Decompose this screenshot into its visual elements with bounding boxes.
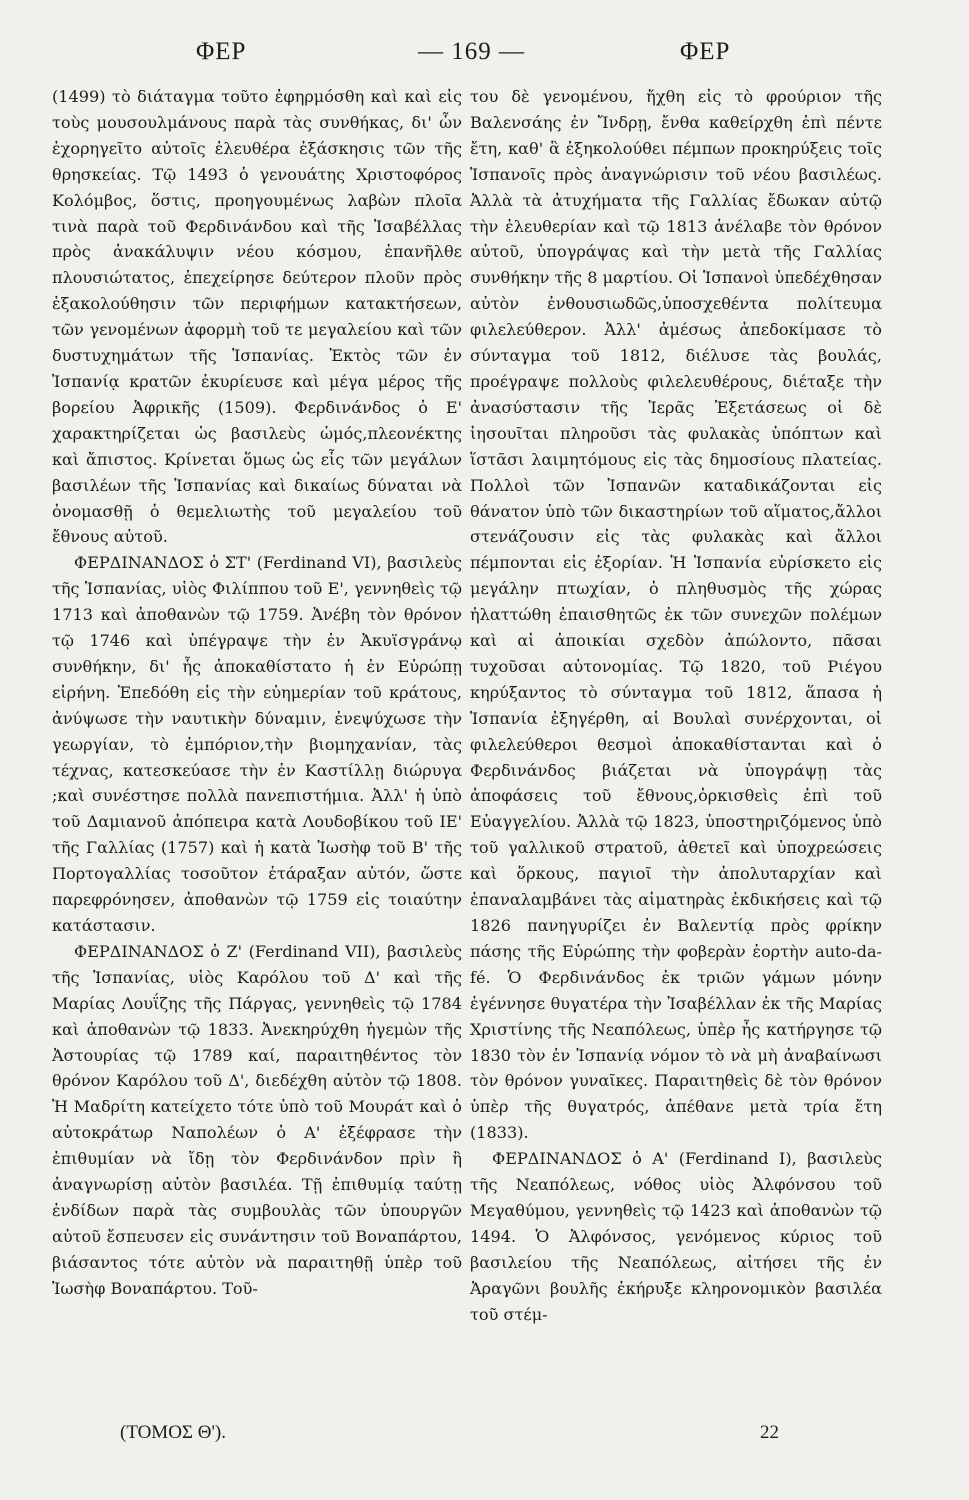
sheet-signature: 22 <box>760 1422 779 1443</box>
right-column <box>470 84 882 1328</box>
entry-ferdinand-vii: ΦΕΡΔΙΝΑΝΔΟΣ ὁ Ζ' (Ferdinand VII), βασιλεὺς τῆς Ἱσπανίας, υἱὸς Καρόλου τοῦ Δ' καὶ τῆς Μαρίας Λουΐζης τῆς Πάργας, γεννηθεὶς τῷ 1784 καὶ ἀποθανὼν τῷ 1833. Ἀνεκηρύχθη ἡγεμὼν τῆς Ἀστουρίας τῷ 1789 καί, παραιτηθέντος τὸν θρόνον Καρόλου τοῦ Δ', διεδέχθη αὐτὸν τῷ 1808. Ἡ Μαδρίτη κατείχετο τότε ὑπὸ τοῦ Μουράτ καὶ ὁ αὐτοκράτωρ Ναπολέων ὁ Α' ἐξέφρασε τὴν ἐπιθυμίαν νὰ ἴδῃ τὸν Φερδινάνδον πρὶν ἢ ἀναγνωρίσῃ αὐτὸν βασιλέα. Τῇ ἐπιθυμίᾳ ταύτῃ ἐνδίδων παρὰ τὰς συμβουλὰς τῶν ὑπουργῶν αὐτοῦ ἔσπευσεν εἰς συνάντησιν τοῦ Βοναπάρτου, βιάσαντος τότε αὐτὸν νὰ παραιτηθῇ ὑπὲρ τοῦ Ἰωσὴφ Βοναπάρτου. Τοῦ- <box>52 941 462 1298</box>
entry-ferdinand-vi: ΦΕΡΔΙΝΑΝΔΟΣ ὁ ΣΤ' (Ferdinand VI), βασιλεὺς τῆς Ἱσπανίας, υἱὸς Φιλίππου τοῦ Ε', γεννηθεὶς τῷ 1713 καὶ ἀποθανὼν τῷ 1759. Ἀνέβη τὸν θρόνον τῷ 1746 καὶ ὑπέγραψε τὴν ἐν Ἀκυϊσγράνῳ συνθήκην, δι' ἧς ἀποκαθίστατο ἡ ἐν Εὐρώπῃ εἰρήνη. Ἐπεδόθη εἰς τὴν εὐημερίαν τοῦ κράτους, ἀνύψωσε τὴν ναυτικὴν δύναμιν, ἐνεψύχωσε τὴν γεωργίαν, τὸ ἐμπόριον,τὴν βιομηχανίαν, τὰς τέχνας, κατεσκεύασε τὴν ἐν Καστίλλῃ διώρυγα ;καὶ συνέστησε πολλὰ πανεπιστήμια. Ἀλλ' ἡ ὑπὸ τοῦ Δαμιανοῦ ἀπόπειρα κατὰ Λουδοβίκου τοῦ ΙΕ' τῆς Γαλλίας (1757) καὶ ἡ κατὰ Ἰωσὴφ τοῦ Β' τῆς Πορτογαλλίας τοσοῦτον ἐτάραξαν αὐτόν, ὥστε παρεφρόνησεν, ἀποθανὼν τῷ 1759 εἰς τοιαύτην κατάστασιν. <box>52 553 462 935</box>
page-number: — 169 — <box>418 38 525 65</box>
volume-signature: (ΤΟΜΟΣ Θ'). <box>120 1422 226 1443</box>
running-head-left: ΦΕΡ <box>196 38 247 65</box>
paragraph: (1499) τὸ διάταγμα τοῦτο ἐφηρμόσθη καὶ καὶ εἰς τοὺς μουσουλμάνους παρὰ τὰς συνθήκας, δι' ὧν ἐχορηγεῖτο αὐτοῖς ἐλευθέρα ἐξάσκησις τῶν τῆς θρησκείας. Τῷ 1493 ὁ γενουάτης Χριστοφόρος Κολόμβος, ὅστις, προηγουμένως λαβὼν πλοῖα τινὰ παρὰ τοῦ Φερδινάνδου καὶ τῆς Ἰσαβέλλας πρὸς ἀνακάλυψιν νέου κόσμου, ἐπανῆλθε πλουσιώτατος, ἐπεχείρησε δεύτερον πλοῦν πρὸς ἐξακολούθησιν τῶν περιφήμων κατακτήσεων, τῶν γενομένων ἀφορμὴ τοῦ τε μεγαλείου καὶ τῶν δυστυχημάτων τῆς Ἱσπανίας. Ἐκτὸς τῶν ἐν Ἱσπανίᾳ κρατῶν ἐκυρίευσε καὶ μέγα μέρος τῆς βορείου Ἀφρικῆς (1509). Φερδινάνδος ὁ Ε' χαρακτηρίζεται ὡς βασιλεὺς ὠμός,πλεονέκτης καὶ ἄπιστος. Κρίνεται ὅμως ὡς εἷς τῶν μεγάλων βασιλέων τῆς Ἱσπανίας καὶ δικαίως δύναται νὰ ὀνομασθῇ ὁ θεμελιωτὴς τοῦ μεγαλείου τοῦ ἔθνους αὐτοῦ. <box>52 87 462 547</box>
running-head-right: ΦΕΡ <box>680 38 731 65</box>
left-column <box>52 84 462 1302</box>
paragraph: του δὲ γενομένου, ἤχθη εἰς τὸ φρούριον τῆς Βαλενσάης ἐν Ἴνδρῃ, ἔνθα καθείρχθη ἐπὶ πέντε ἔτη, καθ' ἃ ἐξηκολούθει πέμπων προκηρύξεις τοῖς Ἱσπανοῖς πρὸς ἀναγνώρισιν τοῦ νέου βασιλέως. Ἀλλὰ τὰ ἀτυχήματα τῆς Γαλλίας ἔδωκαν αὐτῷ τὴν ἐλευθερίαν καὶ τῷ 1813 ἀνέλαβε τὸν θρόνον αὐτοῦ, ὑπογράψας καὶ τὴν μετὰ τῆς Γαλλίας συνθήκην τῆς 8 μαρτίου. Οἱ Ἱσπανοὶ ὑπεδέχθησαν αὐτὸν ἐνθουσιωδῶς,ὑποσχεθέντα πολίτευμα φιλελεύθερον. Ἀλλ' ἀμέσως ἀπεδοκίμασε τὸ σύνταγμα τοῦ 1812, διέλυσε τὰς βουλάς, προέγραψε πολλοὺς φιλελευθέρους, διέταξε τὴν ἀνασύστασιν τῆς Ἱερᾶς Ἐξετάσεως οἱ δὲ ἰησουῖται πληροῦσι τὰς φυλακὰς ὑπόπτων καὶ ἵστᾶσι λαιμητόμους εἰς τὰς δημοσίους πλατείας. Πολλοὶ τῶν Ἱσπανῶν καταδικάζονται εἰς θάνατον ὑπὸ τῶν δικαστηρίων τοῦ αἵματος,ἄλλοι στενάζουσιν εἰς τὰς φυλακὰς καὶ ἄλλοι πέμπονται εἰς ἐξορίαν. Ἡ Ἱσπανία εὑρίσκετο εἰς μεγάλην πτωχίαν, ὁ πληθυσμὸς τῆς χώρας ἠλαττώθη ἐπαισθητῶς ἐκ τῶν συνεχῶν πολέμων καὶ αἱ ἀποικίαι σχεδὸν ἀπώλοντο, πᾶσαι τυχοῦσαι αὐτονομίας. Τῷ 1820, τοῦ Ριέγου κηρύξαντος τὸ σύνταγμα τοῦ 1812, ἅπασα ἡ Ἱσπανία ἐξηγέρθη, αἱ Βουλαὶ συνέρχονται, οἱ φιλελεύθεροι θεσμοὶ ἀποκαθίστανται καὶ ὁ Φερδινάνδος βιάζεται νὰ ὑπογράψῃ τὰς ἀποφάσεις τοῦ ἔθνους,ὁρκισθεὶς ἐπὶ τοῦ Εὐαγγελίου. Ἀλλὰ τῷ 1823, ὑποστηριζόμενος ὑπὸ τοῦ γαλλικοῦ στρατοῦ, ἀθετεῖ καὶ ὑποχρεώσεις καὶ ὅρκους, παγιοῖ τὴν ἀπολυταρχίαν καὶ ἐπαναλαμβάνει τὰς αἱματηρὰς ἐκδικήσεις καὶ τῷ 1826 πανηγυρίζει ἐν Βαλεντίᾳ πρὸς φρίκην πάσης τῆς Εὐρώπης τὴν φοβερὰν ἑορτὴν auto-da-fé. Ὁ Φερδινάνδος ἐκ τριῶν γάμων μόνην ἐγέννησε θυγατέρα τὴν Ἰσαβέλλαν ἐκ τῆς Μαρίας Χριστίνης τῆς Νεαπόλεως, ὑπὲρ ἧς κατήργησε τῷ 1830 τὸν ἐν Ἱσπανίᾳ νόμον τὸ νὰ μὴ ἀναβαίνωσι τὸν θρόνον γυναῖκες. Παραιτηθεὶς δὲ τὸν θρόνον ὑπὲρ τῆς θυγατρός, ἀπέθανε μετὰ τρία ἔτη (1833). <box>470 87 882 1143</box>
entry-ferdinand-i-naples: ΦΕΡΔΙΝΑΝΔΟΣ ὁ Α' (Ferdinand I), βασιλεὺς τῆς Νεαπόλεως, νόθος υἱὸς Ἀλφόνσου τοῦ Μεγαθύμου, γεννηθεὶς τῷ 1423 καὶ ἀποθανὼν τῷ 1494. Ὁ Ἀλφόνσος, γενόμενος κύριος τοῦ βασιλείου τῆς Νεαπόλεως, αἰτήσει τῆς ἐν Ἀραγῶνι βουλῆς ἐκήρυξε κληρονομικὸν βασιλέα τοῦ στέμ- <box>470 1149 882 1324</box>
